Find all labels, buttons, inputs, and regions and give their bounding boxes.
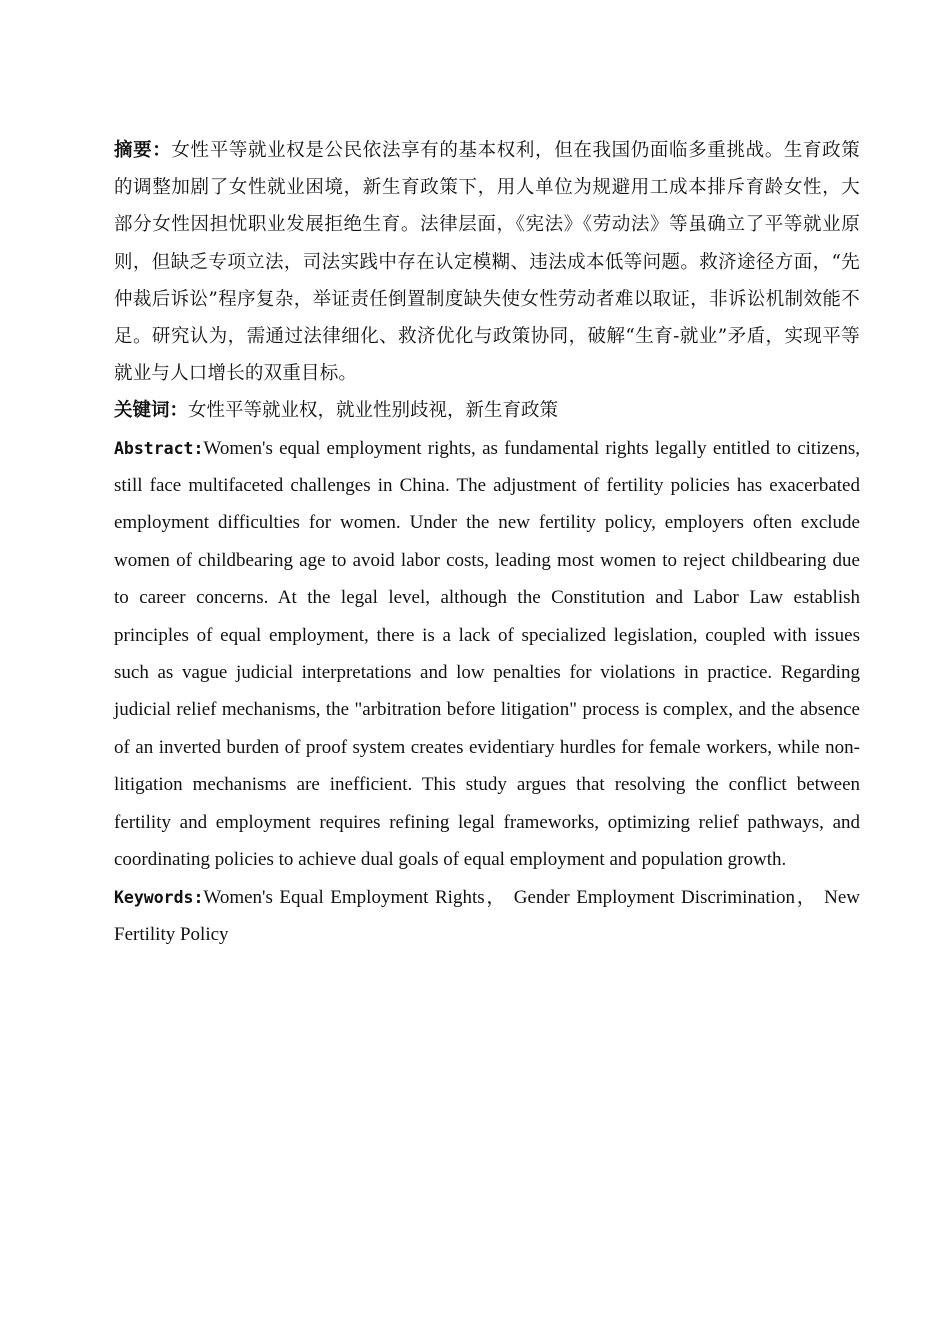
chinese-keywords-text: 女性平等就业权，就业性别歧视，新生育政策	[188, 400, 559, 422]
abstract-section	[114, 132, 860, 953]
english-keywords-text: Women's Equal Employment Rights， Gender Employment Discrimination， New Fertility Policy	[114, 886, 860, 945]
english-abstract-text: Women's equal employment rights, as fundamental rights legally entitled to citizens, still face multifaceted challenges in China. The adjustment of fertility policies has exacerbated employment difficulties for women. Under the new fertility policy, employers often exclude women of childbearing age to avoid labor costs, leading most women to reject childbearing due to career concerns. At the legal level, although the Constitution and Labor Law establish principles of equal employment, there is a lack of specialized legislation, coupled with issues such as vague judicial interpretations and low penalties for violations in practice. Regarding judicial relief mechanisms, the "arbitration before litigation" process is complex, and the absence of an inverted burden of proof system creates evidentiary hurdles for female workers, while non-litigation mechanisms are inefficient. This study argues that resolving the conflict between fertility and employment requires refining legal frameworks, optimizing relief pathways, and coordinating policies to achieve dual goals of equal employment and population growth.	[114, 437, 860, 871]
english-abstract-label: Abstract:	[114, 438, 204, 458]
chinese-abstract-text: 女性平等就业权是公民依法享有的基本权利，但在我国仍面临多重挑战。生育政策的调整加剧了女性就业困境，新生育政策下，用人单位为规避用工成本排斥育龄女性，大部分女性因担忧职业发展拒绝生育。法律层面，《宪法》《劳动法》等虽确立了平等就业原则，但缺乏专项立法，司法实践中存在认定模糊、违法成本低等问题。救济途径方面，“先仲裁后诉讼”程序复杂，举证责任倒置制度缺失使女性劳动者难以取证，非诉讼机制效能不足。研究认为，需通过法律细化、救济优化与政策协同，破解“生育-就业”矛盾，实现平等就业与人口增长的双重目标。	[114, 140, 860, 385]
english-abstract	[114, 430, 860, 879]
english-keywords	[114, 879, 860, 954]
chinese-keywords-label: 关键词：	[114, 400, 189, 422]
chinese-abstract-label: 摘要：	[114, 140, 172, 161]
chinese-abstract	[114, 132, 860, 392]
chinese-keywords	[114, 392, 860, 429]
english-keywords-label: Keywords:	[114, 887, 204, 907]
